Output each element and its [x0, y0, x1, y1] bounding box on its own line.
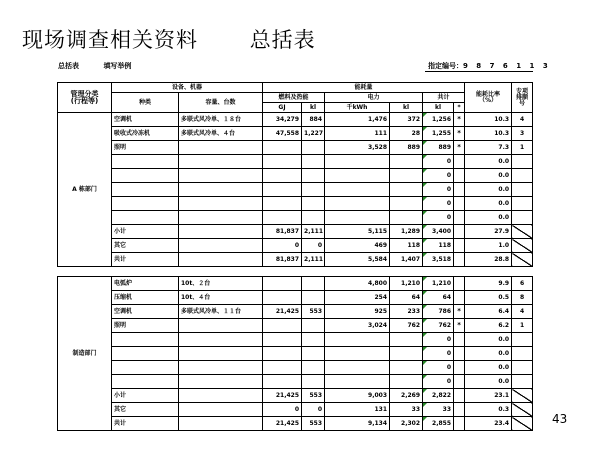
- priority-rank: 4: [512, 113, 533, 127]
- fuel-kl: [302, 183, 325, 197]
- energy-ratio: 1.0: [465, 239, 512, 253]
- fuel-kl: [302, 375, 325, 389]
- priority-rank: [512, 155, 533, 169]
- priority-rank: [512, 183, 533, 197]
- total-kl: 0: [423, 183, 454, 197]
- priority-star: [454, 333, 465, 347]
- fuel-gj: [263, 319, 302, 333]
- summary-capacity-empty: [179, 403, 263, 417]
- table-row: [58, 347, 533, 361]
- equipment-capacity: 多联式风冷单、４台: [179, 127, 263, 141]
- equipment-type: 电弧炉: [112, 277, 179, 291]
- elec-kl: [390, 169, 423, 183]
- priority-star: *: [454, 127, 465, 141]
- total-kl: 1,210: [423, 277, 454, 291]
- fuel-gj: 0: [263, 403, 302, 417]
- elec-kl: 889: [390, 141, 423, 155]
- priority-star: *: [454, 305, 465, 319]
- summary-label: 小计: [112, 389, 179, 403]
- summary-capacity-empty: [179, 239, 263, 253]
- energy-ratio: 0.0: [465, 183, 512, 197]
- fuel-kl: 0: [302, 239, 325, 253]
- equipment-type: [112, 197, 179, 211]
- unit-mwh: 千kWh: [325, 103, 390, 113]
- header-equipment: 设备、机器: [112, 83, 263, 93]
- code-underline: [425, 71, 533, 72]
- elec-mwh: [325, 155, 390, 169]
- equipment-capacity: [179, 183, 263, 197]
- total-kl: 0: [423, 361, 454, 375]
- header-capacity: 容量、台数: [179, 93, 263, 113]
- code-label: 指定编号：: [428, 62, 463, 70]
- summary-capacity-empty: [179, 389, 263, 403]
- equipment-type: [112, 155, 179, 169]
- fuel-gj: 47,558: [263, 127, 302, 141]
- elec-kl: 28: [390, 127, 423, 141]
- code-field: [428, 61, 551, 71]
- fuel-kl: [302, 361, 325, 375]
- fuel-kl: [302, 319, 325, 333]
- fuel-gj: 81,837: [263, 253, 302, 267]
- equipment-capacity: 10t、２台: [179, 277, 263, 291]
- elec-mwh: 3,528: [325, 141, 390, 155]
- priority-rank-na: [512, 389, 533, 403]
- elec-kl: 2,269: [390, 389, 423, 403]
- equipment-type: [112, 211, 179, 225]
- total-kl: 64: [423, 291, 454, 305]
- priority-rank: 1: [512, 141, 533, 155]
- unit-kl-elec: kl: [390, 103, 423, 113]
- elec-mwh: [325, 333, 390, 347]
- page-number: 43: [552, 412, 568, 426]
- fuel-kl: [302, 141, 325, 155]
- elec-mwh: [325, 375, 390, 389]
- elec-mwh: 9,003: [325, 389, 390, 403]
- fuel-gj: [263, 291, 302, 305]
- equipment-capacity: 多联式风冷单、１８台: [179, 113, 263, 127]
- priority-star: *: [454, 319, 465, 333]
- elec-mwh: 5,584: [325, 253, 390, 267]
- energy-ratio: 0.0: [465, 347, 512, 361]
- energy-ratio: 9.9: [465, 277, 512, 291]
- fuel-gj: [263, 347, 302, 361]
- summary-row-other: [58, 403, 533, 417]
- elec-kl: [390, 183, 423, 197]
- priority-rank-na: [512, 417, 533, 431]
- fuel-gj: [263, 183, 302, 197]
- elec-kl: 33: [390, 403, 423, 417]
- energy-ratio: 6.4: [465, 305, 512, 319]
- equipment-capacity: [179, 197, 263, 211]
- elec-kl: 64: [390, 291, 423, 305]
- header-category: 管理分类 (行程等): [58, 83, 112, 113]
- fuel-kl: 884: [302, 113, 325, 127]
- total-kl: 118: [423, 239, 454, 253]
- energy-ratio: 0.0: [465, 197, 512, 211]
- summary-table: [57, 82, 533, 431]
- header-total: 共计: [423, 93, 465, 103]
- total-kl: 1,256: [423, 113, 454, 127]
- priority-star: [454, 225, 465, 239]
- elec-mwh: [325, 183, 390, 197]
- page-title-main: 现场调查相关资料: [22, 28, 198, 52]
- total-kl: 2,855: [423, 417, 454, 431]
- priority-rank-na: [512, 225, 533, 239]
- fuel-gj: 0: [263, 239, 302, 253]
- priority-rank: [512, 375, 533, 389]
- total-kl: 3,518: [423, 253, 454, 267]
- elec-kl: 2,302: [390, 417, 423, 431]
- unit-kl-fuel: kl: [302, 103, 325, 113]
- total-kl: 1,255: [423, 127, 454, 141]
- priority-rank: 6: [512, 277, 533, 291]
- equipment-capacity: [179, 361, 263, 375]
- summary-capacity-empty: [179, 417, 263, 431]
- table-row: [58, 375, 533, 389]
- elec-kl: [390, 197, 423, 211]
- page-title: [22, 24, 316, 54]
- fuel-kl: 553: [302, 417, 325, 431]
- fuel-gj: [263, 211, 302, 225]
- total-kl: 0: [423, 197, 454, 211]
- example-label: 填写举例: [103, 62, 132, 70]
- summary-row-grand: [58, 417, 533, 431]
- section-name: 制造部门: [58, 277, 112, 431]
- fuel-gj: [263, 375, 302, 389]
- elec-mwh: [325, 361, 390, 375]
- priority-rank: 4: [512, 305, 533, 319]
- elec-mwh: [325, 347, 390, 361]
- fuel-kl: [302, 211, 325, 225]
- energy-ratio: 23.4: [465, 417, 512, 431]
- total-kl: 0: [423, 211, 454, 225]
- fuel-kl: [302, 169, 325, 183]
- header-ratio: 能耗比率 （%）: [465, 83, 512, 113]
- fuel-gj: [263, 197, 302, 211]
- equipment-capacity: [179, 141, 263, 155]
- priority-rank: 3: [512, 127, 533, 141]
- table-name: 总括表: [58, 62, 79, 70]
- total-kl: 2,822: [423, 389, 454, 403]
- table-row: [58, 155, 533, 169]
- elec-kl: [390, 155, 423, 169]
- energy-ratio: 0.5: [465, 291, 512, 305]
- table-row: [58, 127, 533, 141]
- energy-ratio: 0.0: [465, 333, 512, 347]
- total-kl: 3,400: [423, 225, 454, 239]
- elec-kl: 1,407: [390, 253, 423, 267]
- total-kl: 786: [423, 305, 454, 319]
- energy-ratio: 6.2: [465, 319, 512, 333]
- table-row: [58, 183, 533, 197]
- elec-kl: [390, 361, 423, 375]
- unit-kl-total: kl: [423, 103, 454, 113]
- summary-row-subtotal: [58, 225, 533, 239]
- summary-row-other: [58, 239, 533, 253]
- energy-ratio: 28.8: [465, 253, 512, 267]
- equipment-capacity: [179, 333, 263, 347]
- table-row: [58, 333, 533, 347]
- equipment-capacity: 10t、４台: [179, 291, 263, 305]
- elec-mwh: 925: [325, 305, 390, 319]
- fuel-gj: 21,425: [263, 305, 302, 319]
- elec-mwh: [325, 197, 390, 211]
- table-row: [58, 361, 533, 375]
- priority-rank: [512, 361, 533, 375]
- equipment-type: 空调机: [112, 305, 179, 319]
- equipment-type: 空调机: [112, 113, 179, 127]
- elec-kl: 1,289: [390, 225, 423, 239]
- table-row: [58, 291, 533, 305]
- equipment-type: [112, 169, 179, 183]
- elec-mwh: 5,115: [325, 225, 390, 239]
- energy-ratio: 10.3: [465, 127, 512, 141]
- equipment-type: 照明: [112, 141, 179, 155]
- equipment-capacity: [179, 375, 263, 389]
- energy-ratio: 0.0: [465, 169, 512, 183]
- fuel-gj: 81,837: [263, 225, 302, 239]
- summary-label: 共计: [112, 253, 179, 267]
- priority-star: *: [454, 113, 465, 127]
- elec-kl: 1,210: [390, 277, 423, 291]
- equipment-capacity: [179, 319, 263, 333]
- summary-row-grand: [58, 253, 533, 267]
- table-row: [58, 277, 533, 291]
- header-electricity: 电力: [325, 93, 423, 103]
- priority-star: [454, 169, 465, 183]
- total-kl: 889: [423, 141, 454, 155]
- fuel-kl: 2,111: [302, 225, 325, 239]
- priority-star: [454, 375, 465, 389]
- priority-star: [454, 291, 465, 305]
- summary-label: 其它: [112, 239, 179, 253]
- header-fuel-heat: 燃料及热能: [263, 93, 325, 103]
- fuel-kl: [302, 155, 325, 169]
- elec-mwh: 469: [325, 239, 390, 253]
- unit-star-col: *: [454, 103, 465, 113]
- fuel-kl: 553: [302, 305, 325, 319]
- priority-rank: 1: [512, 319, 533, 333]
- energy-ratio: 23.1: [465, 389, 512, 403]
- total-kl: 0: [423, 155, 454, 169]
- summary-row-subtotal: [58, 389, 533, 403]
- fuel-kl: 2,111: [302, 253, 325, 267]
- fuel-kl: 1,227: [302, 127, 325, 141]
- energy-ratio: 0.0: [465, 155, 512, 169]
- table-row: [58, 141, 533, 155]
- elec-kl: 118: [390, 239, 423, 253]
- elec-kl: [390, 211, 423, 225]
- equipment-type: [112, 183, 179, 197]
- priority-rank: [512, 211, 533, 225]
- priority-star: [454, 403, 465, 417]
- elec-kl: 372: [390, 113, 423, 127]
- table-row: [58, 169, 533, 183]
- elec-mwh: 4,800: [325, 277, 390, 291]
- fuel-gj: [263, 141, 302, 155]
- equipment-capacity: [179, 211, 263, 225]
- fuel-gj: [263, 333, 302, 347]
- elec-kl: 762: [390, 319, 423, 333]
- fuel-gj: [263, 155, 302, 169]
- total-kl: 762: [423, 319, 454, 333]
- priority-rank: [512, 169, 533, 183]
- priority-rank: [512, 347, 533, 361]
- equipment-type: 压缩机: [112, 291, 179, 305]
- elec-kl: [390, 347, 423, 361]
- total-kl: 0: [423, 375, 454, 389]
- elec-kl: 233: [390, 305, 423, 319]
- energy-ratio: 27.9: [465, 225, 512, 239]
- elec-kl: [390, 333, 423, 347]
- equipment-capacity: 多联式风冷单、１１台: [179, 305, 263, 319]
- fuel-gj: [263, 361, 302, 375]
- equipment-type: 照明: [112, 319, 179, 333]
- priority-star: [454, 389, 465, 403]
- header-priority: 专项 排顺 号: [512, 83, 533, 113]
- elec-mwh: 9,134: [325, 417, 390, 431]
- fuel-kl: [302, 333, 325, 347]
- fuel-kl: [302, 347, 325, 361]
- priority-star: [454, 197, 465, 211]
- priority-rank: [512, 333, 533, 347]
- priority-rank-na: [512, 253, 533, 267]
- priority-star: [454, 253, 465, 267]
- total-kl: 0: [423, 333, 454, 347]
- summary-label: 小计: [112, 225, 179, 239]
- elec-mwh: 3,024: [325, 319, 390, 333]
- priority-star: *: [454, 141, 465, 155]
- energy-ratio: 10.3: [465, 113, 512, 127]
- table-row: [58, 319, 533, 333]
- priority-star: [454, 347, 465, 361]
- elec-mwh: [325, 211, 390, 225]
- priority-star: [454, 239, 465, 253]
- priority-rank-na: [512, 403, 533, 417]
- priority-star: [454, 211, 465, 225]
- header-energy: 能耗量: [263, 83, 465, 93]
- priority-star: [454, 183, 465, 197]
- elec-mwh: 111: [325, 127, 390, 141]
- energy-ratio: 0.0: [465, 375, 512, 389]
- priority-rank: [512, 197, 533, 211]
- priority-star: [454, 155, 465, 169]
- total-kl: 0: [423, 169, 454, 183]
- energy-ratio: 7.3: [465, 141, 512, 155]
- energy-ratio: 0.0: [465, 211, 512, 225]
- code-value: 9 8 7 6 1 1 3: [463, 62, 551, 70]
- equipment-type: [112, 333, 179, 347]
- elec-mwh: 1,476: [325, 113, 390, 127]
- fuel-kl: [302, 277, 325, 291]
- section-a-body: [58, 113, 533, 267]
- priority-star: [454, 417, 465, 431]
- elec-kl: [390, 375, 423, 389]
- summary-label: 共计: [112, 417, 179, 431]
- table-row: [58, 211, 533, 225]
- fuel-kl: 0: [302, 403, 325, 417]
- fuel-kl: 553: [302, 389, 325, 403]
- fuel-gj: [263, 277, 302, 291]
- equipment-capacity: [179, 155, 263, 169]
- fuel-gj: 21,425: [263, 417, 302, 431]
- total-kl: 0: [423, 347, 454, 361]
- total-kl: 33: [423, 403, 454, 417]
- table-row: [58, 305, 533, 319]
- equipment-type: [112, 375, 179, 389]
- priority-star: [454, 277, 465, 291]
- section-gap: [58, 267, 533, 277]
- table-row: [58, 113, 533, 127]
- table-meta-left: [58, 61, 153, 71]
- equipment-capacity: [179, 169, 263, 183]
- unit-gj: GJ: [263, 103, 302, 113]
- elec-mwh: 254: [325, 291, 390, 305]
- elec-mwh: 131: [325, 403, 390, 417]
- fuel-kl: [302, 197, 325, 211]
- summary-capacity-empty: [179, 225, 263, 239]
- header-type: 种类: [112, 93, 179, 113]
- summary-label: 其它: [112, 403, 179, 417]
- fuel-gj: [263, 169, 302, 183]
- section-name: A 栋部门: [58, 113, 112, 267]
- equipment-type: 吸收式冷冻机: [112, 127, 179, 141]
- table-row: [58, 197, 533, 211]
- energy-ratio: 0.3: [465, 403, 512, 417]
- priority-rank: 8: [512, 291, 533, 305]
- equipment-type: [112, 347, 179, 361]
- elec-mwh: [325, 169, 390, 183]
- equipment-capacity: [179, 347, 263, 361]
- section-b-body: [58, 277, 533, 431]
- equipment-type: [112, 361, 179, 375]
- page-subtitle: 总括表: [249, 28, 316, 52]
- priority-rank-na: [512, 239, 533, 253]
- summary-capacity-empty: [179, 253, 263, 267]
- fuel-gj: 34,279: [263, 113, 302, 127]
- energy-ratio: 0.0: [465, 361, 512, 375]
- priority-star: [454, 361, 465, 375]
- fuel-kl: [302, 291, 325, 305]
- fuel-gj: 21,425: [263, 389, 302, 403]
